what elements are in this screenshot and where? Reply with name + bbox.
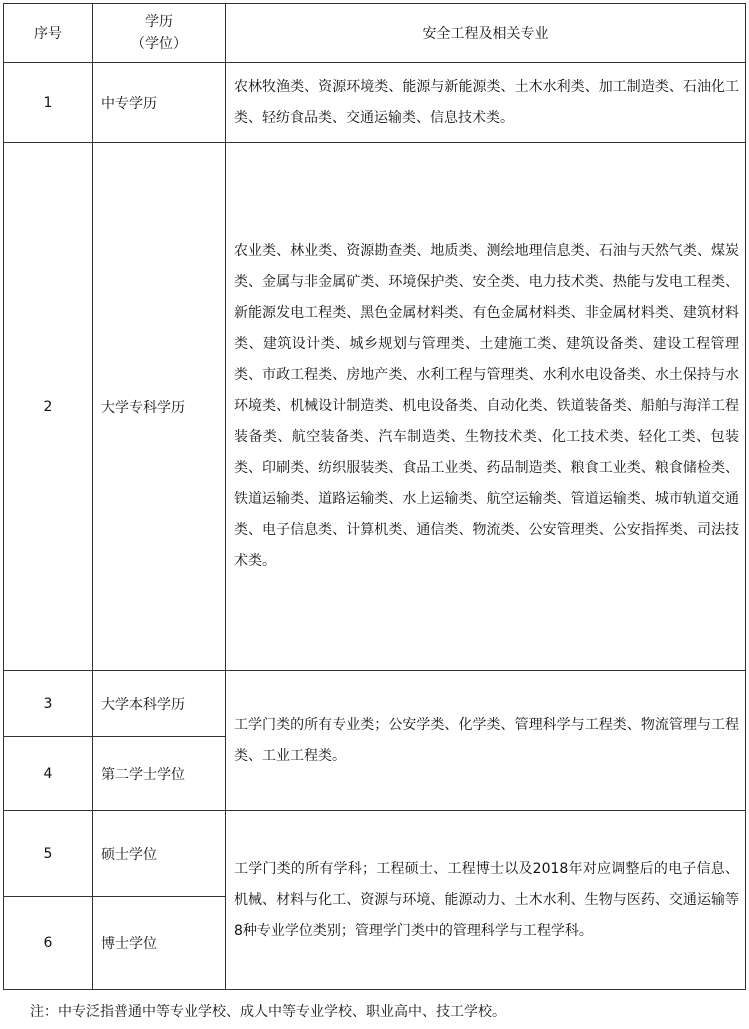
- seq-cell: 3: [4, 671, 93, 737]
- major-cell: 农业类、林业类、资源勘查类、地质类、测绘地理信息类、石油与天然气类、煤炭类、金属与非金属矿类、环境保护类、安全类、电力技术类、热能与发电工程类、新能源发电工程类、黑色金属材料类、有色金属材料类、非金属材料类、建筑材料类、建筑设计类、城乡规划与管理类、土建施工类、建筑设备类、建设工程管理类、市政工程类、房地产类、水利工程与管理类、水利水电设备类、水土保持与水环境类、机械设计制造类、机电设备类、自动化类、铁道装备类、船舶与海洋工程装备类、航空装备类、汽车制造类、生物技术类、化工技术类、轻化工类、包装类、印刷类、纺织服装类、食品工业类、药品制造类、粮食工业类、粮食储检类、铁道运输类、道路运输类、水上运输类、航空运输类、管道运输类、城市轨道交通类、电子信息类、计算机类、通信类、物流类、公安管理类、公安指挥类、司法技术类。: [226, 143, 746, 671]
- education-cell: 中专学历: [93, 63, 226, 143]
- header-seq: 序号: [4, 4, 93, 63]
- header-education-line2: （学位）: [131, 36, 187, 52]
- footnote: 注：中专泛指普通中等专业学校、成人中等专业学校、职业高中、技工学校。: [30, 1004, 506, 1020]
- education-cell: 第二学士学位: [93, 737, 226, 811]
- major-cell: 工学门类的所有专业类；公安学类、化学类、管理科学与工程类、物流管理与工程类、工业工程类。: [226, 671, 746, 811]
- seq-cell: 1: [4, 63, 93, 143]
- education-cell: 大学专科学历: [93, 143, 226, 671]
- seq-cell: 6: [4, 897, 93, 990]
- header-major: 安全工程及相关专业: [226, 4, 746, 63]
- table-row: [4, 63, 746, 143]
- header-education-line1: 学历: [145, 14, 173, 30]
- table-header-row: [4, 4, 746, 63]
- seq-cell: 2: [4, 143, 93, 671]
- major-cell: 工学门类的所有学科；工程硕士、工程博士以及2018年对应调整后的电子信息、机械、材料与化工、资源与环境、能源动力、土木水利、生物与医药、交通运输等8种专业学位类别；管理学门类中的管理科学与工程学科。: [226, 811, 746, 990]
- major-cell: 农林牧渔类、资源环境类、能源与新能源类、土木水利类、加工制造类、石油化工类、轻纺食品类、交通运输类、信息技术类。: [226, 63, 746, 143]
- table-row: [4, 811, 746, 897]
- header-education: [93, 4, 226, 63]
- seq-cell: 5: [4, 811, 93, 897]
- education-cell: 硕士学位: [93, 811, 226, 897]
- table-row: [4, 143, 746, 671]
- education-cell: 博士学位: [93, 897, 226, 990]
- education-major-table: [3, 3, 746, 990]
- table-row: [4, 671, 746, 737]
- education-cell: 大学本科学历: [93, 671, 226, 737]
- seq-cell: 4: [4, 737, 93, 811]
